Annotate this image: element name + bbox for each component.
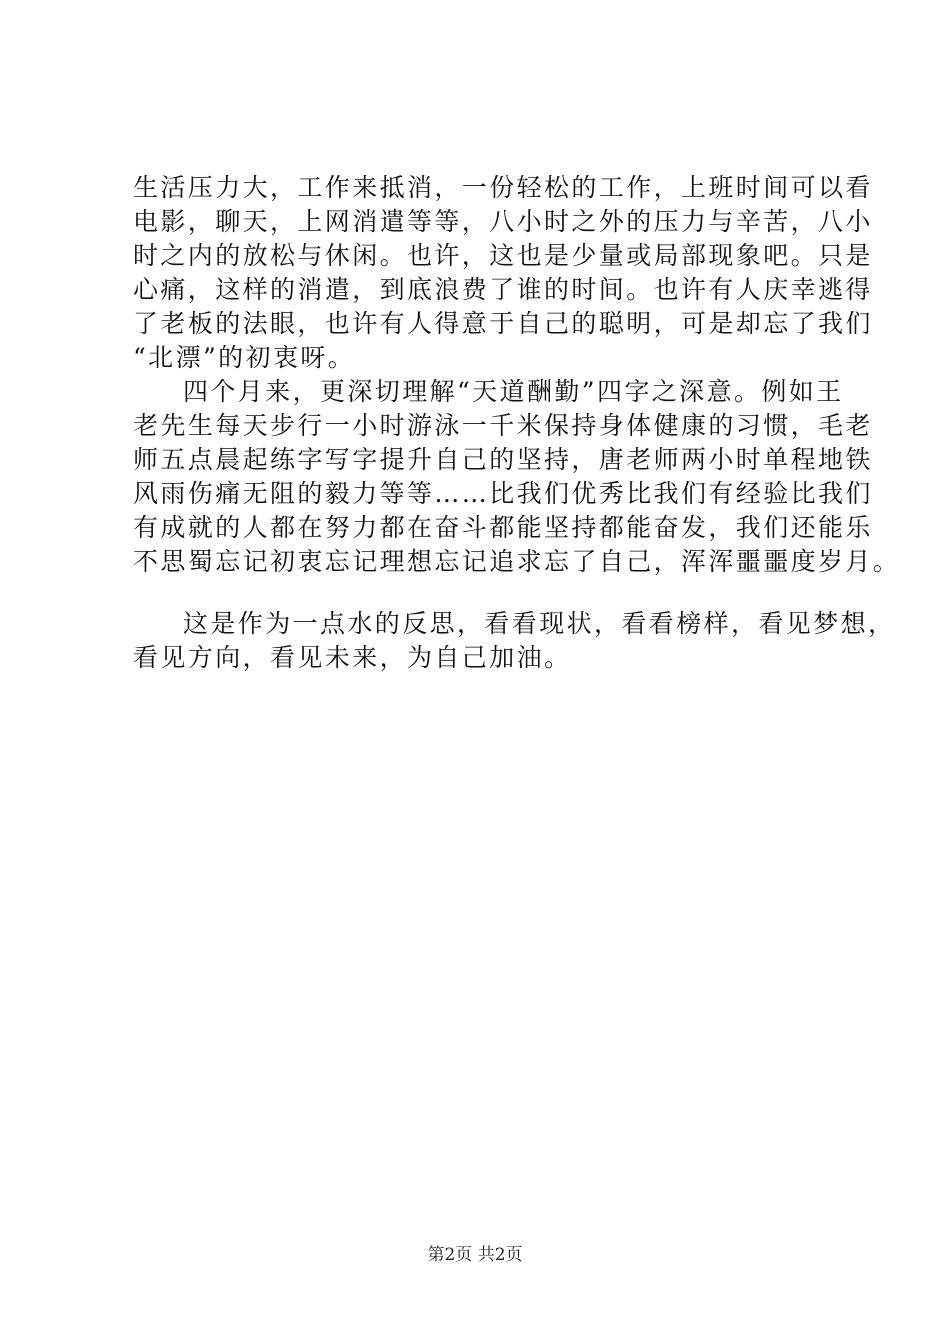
text-line-7: 四个月来，更深切理解“天道酬勤”四字之深意。例如王 xyxy=(183,377,844,406)
text-line-1: 生活压力大，工作来抵消，一份轻松的工作，上班时间可以看 xyxy=(133,173,873,202)
text-line-5: 了老板的法眼，也许有人得意于自己的聪明，可是却忘了我们 xyxy=(133,309,873,338)
text-line-4: 心痛，这样的消遣，到底浪费了谁的时间。也许有人庆幸逃得 xyxy=(133,275,873,304)
paragraph-gap xyxy=(133,579,853,607)
text-line-8: 老先生每天步行一小时游泳一千米保持身体健康的习惯，毛老 xyxy=(133,411,873,440)
text-line-14: 看见方向，看见未来，为自己加油。 xyxy=(133,643,572,672)
text-line-3: 时之内的放松与休闲。也许，这也是少量或局部现象吧。只是 xyxy=(133,241,873,270)
text-line-9: 师五点晨起练字写字提升自己的坚持，唐老师两小时单程地铁 xyxy=(133,445,873,474)
text-line-12: 不思蜀忘记初衷忘记理想忘记追求忘了自己，浑浑噩噩度岁月。 xyxy=(133,547,901,576)
text-line-13: 这是作为一点水的反思，看看现状，看看榜样，看见梦想， xyxy=(183,609,896,638)
text-line-10: 风雨伤痛无阻的毅力等等……比我们优秀比我们有经验比我们 xyxy=(133,479,873,508)
text-line-11: 有成就的人都在努力都在奋斗都能坚持都能奋发，我们还能乐 xyxy=(133,513,873,542)
text-line-2: 电影，聊天，上网消遣等等，八小时之外的压力与辛苦，八小 xyxy=(133,207,873,236)
page-number-footer: 第2页 共2页 xyxy=(427,1245,523,1265)
text-line-6: “北漂”的初衷呀。 xyxy=(133,343,356,372)
document-body xyxy=(133,171,901,675)
